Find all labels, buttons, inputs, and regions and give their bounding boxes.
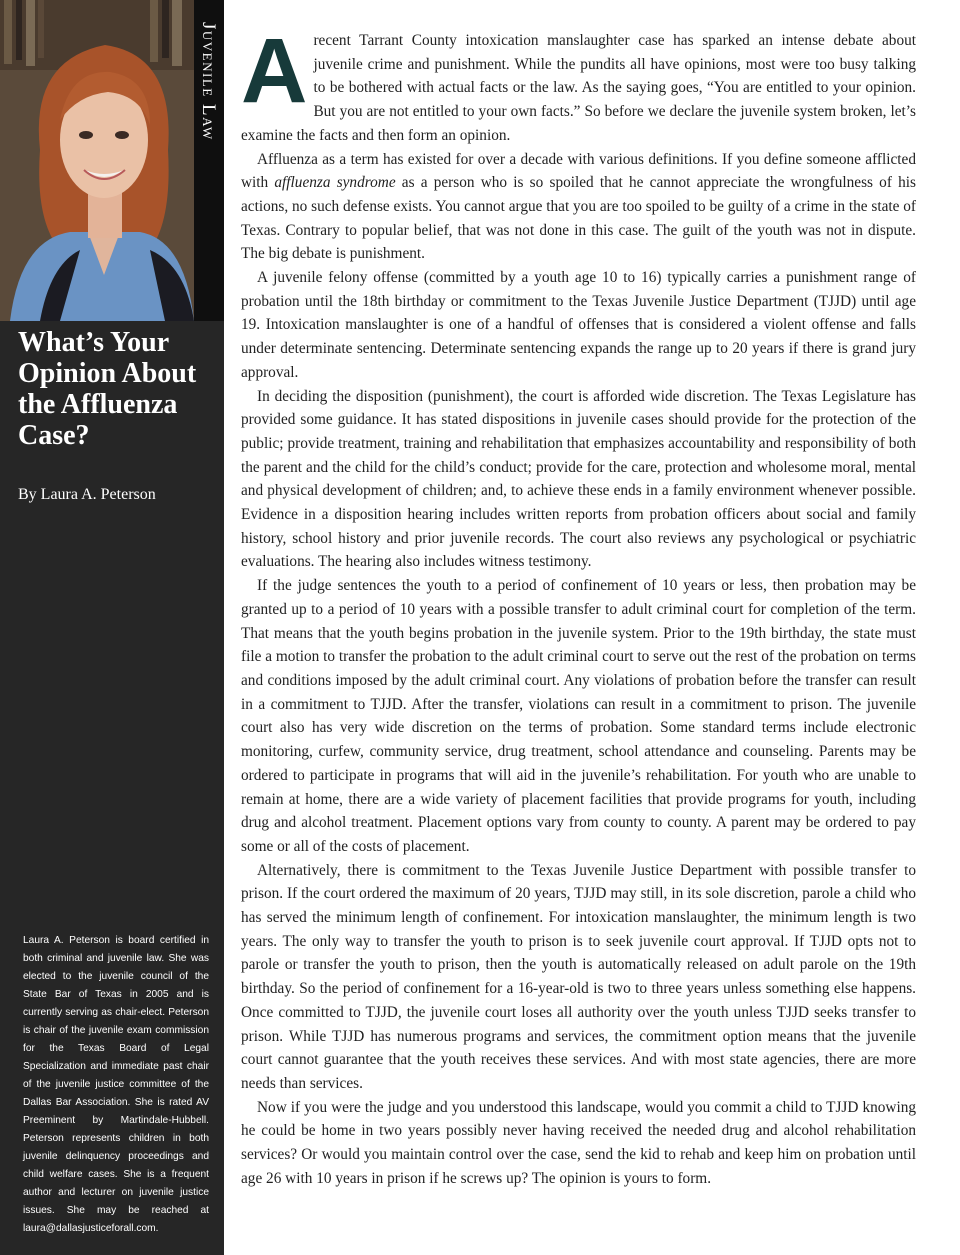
article-headline: What’s Your Opinion About the Affluenza Case? [18,327,197,451]
paragraph-4: In deciding the disposition (punishment), the court is afforded wide discretion. The Texas Legislature has provided some guidance. It has stated dispositions in juvenile cases should provide for the protection of the public; provide treatment, training and rehabilitation that emphasizes accountability and responsibility of both the parent and the child for the child’s conduct; provide for the care, protection and wholesome moral, mental and physical development of children; and, to achieve these ends in a family environment whenever possible. Evidence in a disposition hearing includes written reports from probation officers about social and family history, school history and prior juvenile records. The court also reviews any psychological or psychiatric evaluations. The hearing also includes witness testimony. [241,387,916,571]
section-label: Juvenile Law [198,22,219,141]
paragraph-5: If the judge sentences the youth to a period of confinement of 10 years or less, then probation may be granted up to a period of 10 years with a possible transfer to adult criminal court for completion of the term. That means that the youth begins probation in the juvenile system. Prior to the 19th birthday, the state must file a motion to transfer the probation to the adult criminal court to serve out the rest of the probation on terms and conditions imposed by the adult criminal court. Any violations of probation before the transfer can result in a commitment to TJJD. After the transfer, violations can result in a commitment to prison. The juvenile court also has very wide discretion on the terms of probation. Some standard terms include electronic monitoring, curfew, community service, drug treatment, school attendance and counseling. Parents may be ordered to participate in programs that will aid in the juvenile’s rehabilitation. For youth who are unable to remain at home, there are a wide variety of placement facilities that provide programs for youth, including drug and alcohol treatment. Placement options vary from county to county. A parent may be ordered to pay some or all of the costs of placement. [241,577,916,855]
paragraph-2-text-b: as a person who is so spoiled that he cannot appreciate the wrongfulness of his actions, no such defense exists. You cannot argue that you are too spoiled to be guilty of a crime in the state of Texas. Contrary to popular belief, that was not done in this case. The guilt of the youth was not in dispute. The big debate is punishment. [241,174,916,263]
drop-cap: A [241,20,308,122]
author-photo [0,0,224,321]
paragraph-1-text: recent Tarrant County intoxication manslaughter case has sparked an intense debate about juvenile crime and punishment. While the pundits all have opinions, most were too busy talking to be bothered with actual facts or the law. As the saying goes, “You are entitled to your opinion. But you are not entitled to your own facts.” So before we declare the juvenile system broken, let’s examine the facts and then form an opinion. [241,32,916,144]
author-bio: Laura A. Peterson is board certified in both criminal and juvenile law. She was elected to the juvenile council of the State Bar of Texas in 2005 and is currently serving as chair-elect. Peterson is chair of the juvenile exam commission for the Texas Board of Legal Specialization and immediate past chair of the juvenile justice committee of the Dallas Bar Association. She is rated AV Preeminent by Martindale-Hubbell. Peterson represents children in both juvenile delinquency proceedings and child welfare cases. She is a frequent author and lecturer on juvenile justice issues. She may be reached at laura@dallasjusticeforall.com. [23,935,209,1234]
paragraph-6: Alternatively, there is commitment to the Texas Juvenile Justice Department with possible transfer to prison. If the court ordered the maximum of 20 years, TJJD may still, in its sole discretion, parole a child who has served the minimum length of confinement. For intoxication manslaughter, the minimum length is two years. The only way to transfer the youth to prison is to seek juvenile court approval. If TJJD opts not to parole or transfer the youth to prison, then the youth is automatically released on adult parole on the 19th birthday. So the period of confinement for a 16-year-old is two to three years unless something else happens. Once committed to TJJD, the juvenile court loses all authority over the youth unless TJJD seeks transfer to prison. While TJJD has numerous programs and services, the commitment option means that the juvenile court cannot guarantee that the youth receives these services. And with most state agencies, there are more needs than services. [241,861,916,1092]
paragraph-2 [241,148,916,267]
paragraph-3: A juvenile felony offense (committed by a youth age 10 to 16) typically carries a punishment range of probation until the 18th birthday or commitment to the Texas Juvenile Justice Department (TJJD) until age 19. Intoxication manslaughter is one of a handful of offenses that is considered a violent offense and falls under determinate sentencing. Determinate sentencing expands the range up to 20 years if there is grand jury approval. [241,269,916,381]
paragraph-7: Now if you were the judge and you understood this landscape, would you commit a child to TJJD knowing he could be home in two years possibly never having received the needed drug and alcohol rehabilitation services? Or would you maintain control over the case, send the kid to rehab and keep him on probation until age 26 with 10 years in prison if he screws up? The opinion is yours to form. [241,1098,916,1187]
paragraph-1 [241,20,916,148]
affluenza-syndrome-term: affluenza syndrome [274,174,396,192]
byline: By Laura A. Peterson [18,486,156,503]
article-body [241,20,916,1190]
sidebar [0,0,224,1255]
paragraph-2-text-a: Affluenza as a term has existed for over a decade with various definitions. If you define someone afflicted with [241,150,916,192]
author-portrait-illustration [0,0,224,321]
